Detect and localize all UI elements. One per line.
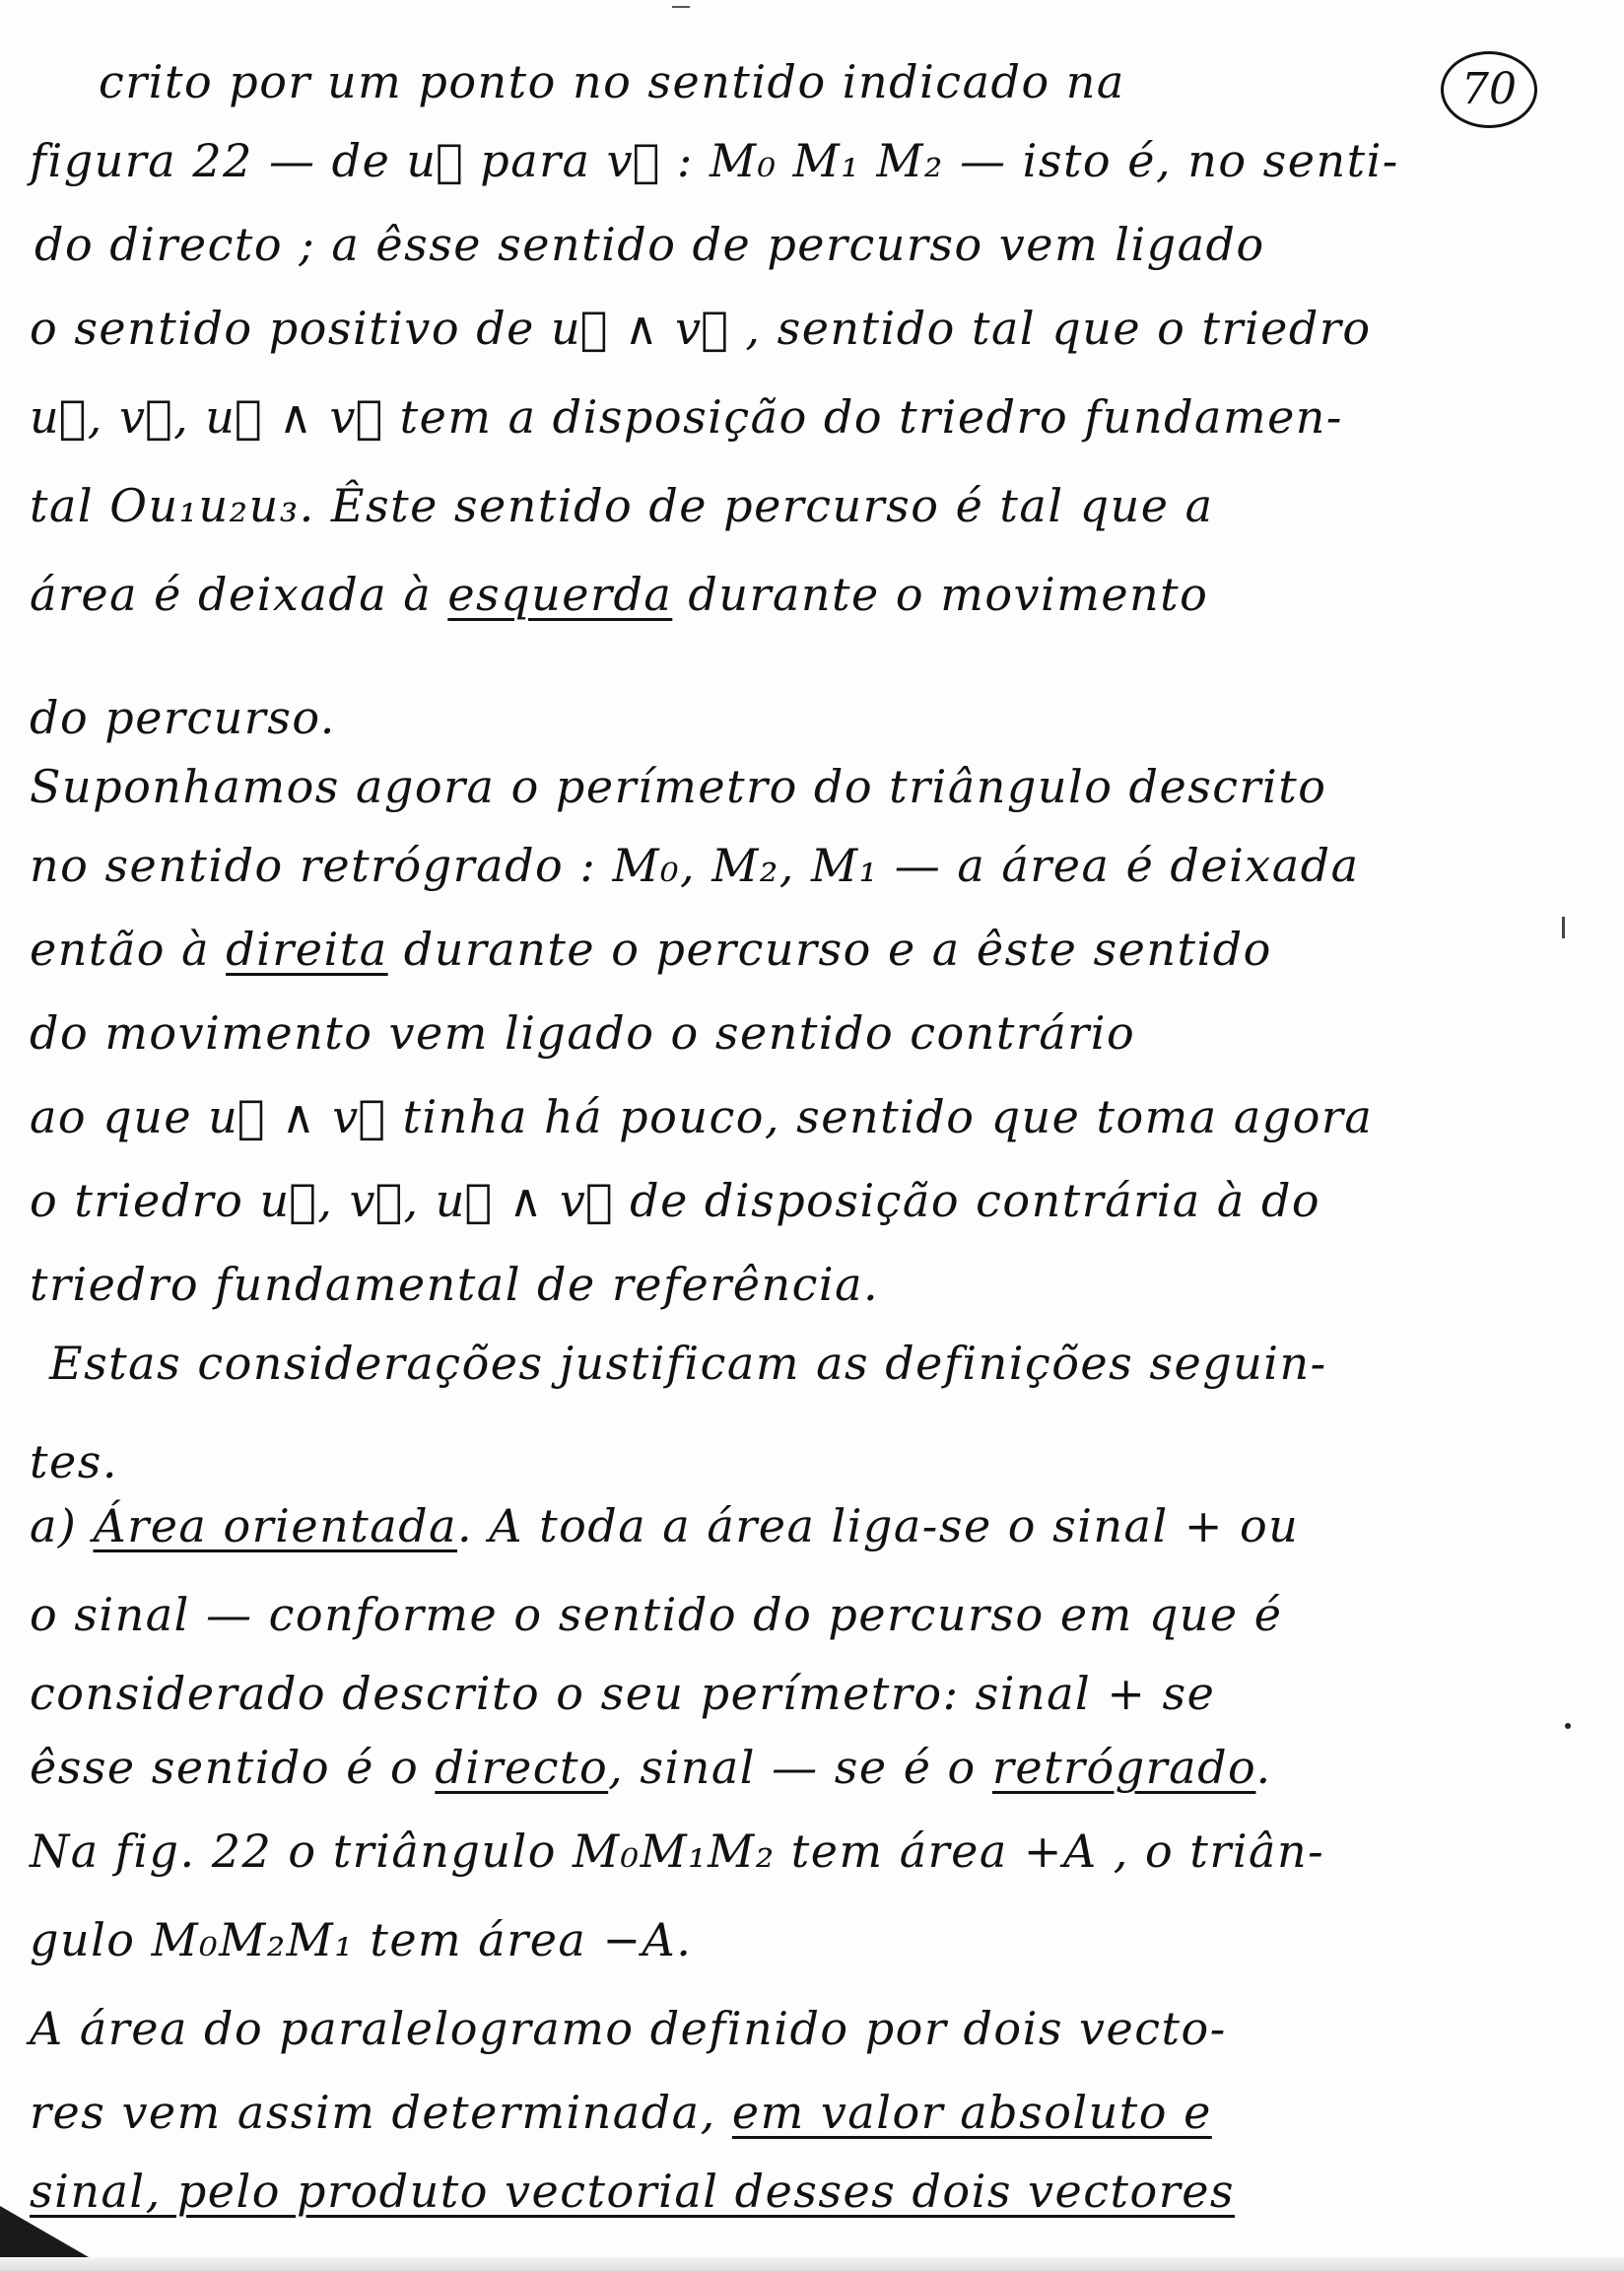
line-21-part-2: , sinal — se é o — [608, 1741, 992, 1794]
text-line-5: u⃗, v⃗, u⃗ ∧ v⃗ tem a disposição do triedro fundamen- — [30, 390, 1343, 444]
text-line-14: o triedro u⃗, v⃗, u⃗ ∧ v⃗ de disposição contrária à do — [30, 1174, 1321, 1227]
line-11-part-1: então à — [30, 923, 227, 976]
margin-mark-right — [1562, 917, 1565, 938]
underlined-direita: direita — [226, 923, 388, 976]
text-line-17: tes. — [30, 1435, 118, 1488]
text-line-13: ao que u⃗ ∧ v⃗ tinha há pouco, sentido que toma agora — [30, 1090, 1374, 1143]
scan-corner-shadow — [0, 2206, 89, 2257]
text-line-19: o sinal — conforme o sentido do percurso em que é — [30, 1588, 1283, 1641]
text-line-7 — [30, 568, 1624, 621]
scan-bottom-edge — [0, 2257, 1624, 2271]
line-21-part-1: êsse sentido é o — [30, 1741, 436, 1794]
text-line-3: do directo ; a êsse sentido de percurso vem ligado — [34, 218, 1265, 271]
line-21-part-3: . — [1255, 1741, 1272, 1794]
underlined-esquerda: esquerda — [447, 568, 673, 621]
text-line-12: do movimento vem ligado o sentido contrário — [30, 1006, 1136, 1060]
text-line-9: Suponhamos agora o perímetro do triângulo descrito — [30, 760, 1327, 813]
text-line-16: Estas considerações justificam as definições seguin- — [49, 1337, 1327, 1390]
line-18-part-1: a) — [30, 1499, 94, 1552]
underlined-area-orientada: Área orientada — [93, 1499, 458, 1552]
text-line-11 — [30, 923, 1624, 976]
text-line-21 — [30, 1741, 1624, 1794]
line-18-part-2: . A toda a área liga-se o sinal + ou — [457, 1499, 1300, 1552]
page-number-circled: 70 — [1441, 51, 1537, 128]
text-line-1: crito por um ponto no sentido indicado na — [99, 55, 1125, 108]
text-line-22: Na fig. 22 o triângulo M₀M₁M₂ tem área +A , o triân- — [30, 1824, 1325, 1878]
line-7-part-1: área é deixada à — [30, 568, 448, 621]
margin-dot — [1565, 1723, 1571, 1729]
text-line-23: gulo M₀M₂M₁ tem área −A. — [30, 1913, 693, 1966]
text-line-6: tal Ou₁u₂u₃. Êste sentido de percurso é tal que a — [30, 479, 1214, 532]
text-line-10: no sentido retrógrado : M₀, M₂, M₁ — a área é deixada — [30, 839, 1360, 892]
text-line-24: A área do paralelogramo definido por dois vecto- — [30, 2002, 1227, 2055]
text-line-8: do percurso. — [30, 691, 336, 744]
text-line-15: triedro fundamental de referência. — [30, 1258, 880, 1311]
text-line-26 — [30, 2165, 1624, 2218]
underlined-last-line: sinal, pelo produto vectorial desses dois vectores — [30, 2165, 1236, 2218]
line-7-part-2: durante o movimento — [672, 568, 1209, 621]
underlined-directo: directo — [435, 1741, 609, 1794]
text-line-25 — [30, 2086, 1624, 2139]
line-25-part-1: res vem assim determinada, — [30, 2086, 732, 2139]
text-line-20: considerado descrito o seu perímetro: sinal + se — [30, 1667, 1216, 1720]
underlined-retrogrado: retrógrado — [991, 1741, 1256, 1794]
scan-mark-top — [672, 6, 690, 8]
text-line-4: o sentido positivo de u⃗ ∧ v⃗ , sentido tal que o triedro — [30, 302, 1372, 355]
text-line-18 — [30, 1499, 1624, 1552]
line-11-part-2: durante o percurso e a êste sentido — [387, 923, 1272, 976]
underlined-valor-sinal: em valor absoluto e — [731, 2086, 1212, 2139]
text-line-2: figura 22 — de u⃗ para v⃗ : M₀ M₁ M₂ — isto é, no senti- — [30, 134, 1399, 187]
